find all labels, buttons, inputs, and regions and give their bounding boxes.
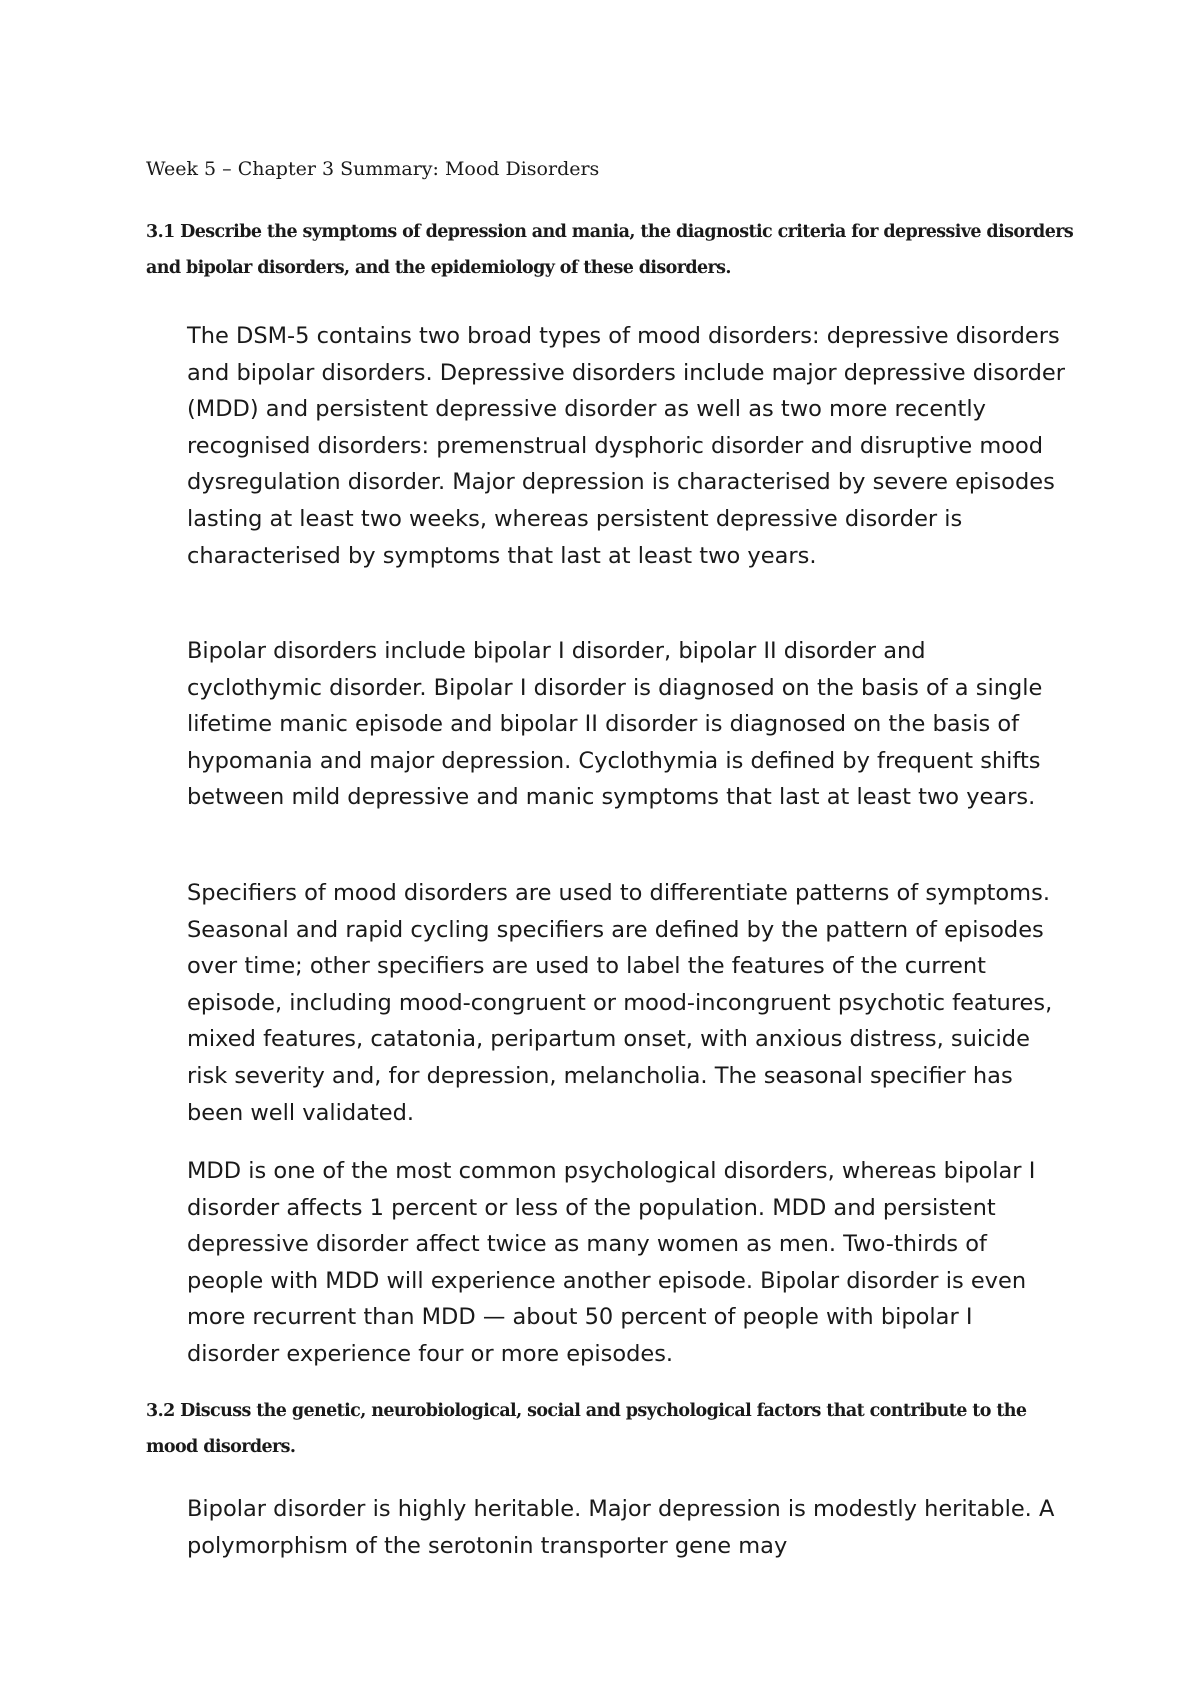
section-heading-3-1: 3.1 Describe the symptoms of depression and mania, the diagnostic criteria for depressive disorders and bipolar disorders, and the epidemiology of these disorders. — [146, 222, 1074, 278]
document-title: Week 5 – Chapter 3 Summary: Mood Disorders — [146, 158, 600, 180]
paragraph-bipolar-disorders: Bipolar disorders include bipolar I disorder, bipolar II disorder and cyclothymic disorder. Bipolar I disorder is diagnosed on the basis of a single lifetime manic episode and bipolar II disorder is diagnosed on the basis of hypomania and major depression. Cyclothymia is defined by frequent shifts between mild depressive and manic symptoms that last at least two years. — [187, 638, 1043, 811]
paragraph-epidemiology: MDD is one of the most common psychological disorders, whereas bipolar I disorder affects 1 percent or less of the population. MDD and persistent depressive disorder affect twice as many women as men. Two-thirds of people with MDD will experience another episode. Bipolar disorder is even more recurrent than MDD — about 50 percent of people with bipolar I disorder experience four or more episodes. — [187, 1158, 1036, 1367]
paragraph-heritability: Bipolar disorder is highly heritable. Major depression is modestly heritable. A polymorphism of the serotonin transporter gene may — [187, 1496, 1055, 1559]
paragraph-dsm5-mood-disorders: The DSM-5 contains two broad types of mood disorders: depressive disorders and bipolar disorders. Depressive disorders include major depressive disorder (MDD) and persistent depressive disorder as well as two more recently recognised disorders: premenstrual dysphoric disorder and disruptive mood dysregulation disorder. Major depression is characterised by severe episodes lasting at least two weeks, whereas persistent depressive disorder is characterised by symptoms that last at least two years. — [187, 323, 1066, 569]
paragraph-specifiers: Specifiers of mood disorders are used to differentiate patterns of symptoms. Seasonal and rapid cycling specifiers are defined by the pattern of episodes over time; other specifiers are used to label the features of the current episode, including mood-congruent or mood-incongruent psychotic features, mixed features, catatonia, peripartum onset, with anxious distress, suicide risk severity and, for depression, melancholia. The seasonal specifier has been well validated. — [187, 880, 1053, 1126]
section-heading-3-2: 3.2 Discuss the genetic, neurobiological, social and psychological factors that contribute to the mood disorders. — [146, 1401, 1027, 1457]
